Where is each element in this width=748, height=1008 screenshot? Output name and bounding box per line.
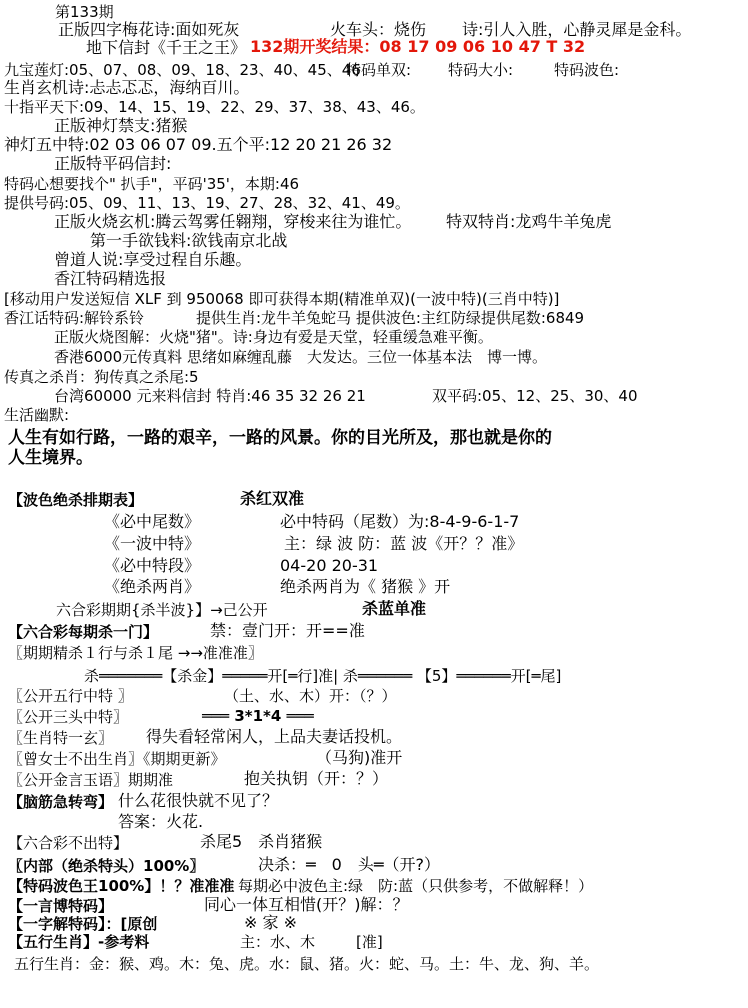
train-head: 火车头：烧伤 <box>330 20 427 39</box>
tsang-saying: 曾道人说:享受过程自乐趣。 <box>54 250 252 269</box>
hk-talk: 香江话特码:解铃系铃 <box>4 309 145 327</box>
internal-kill-label: 〖内部（绝杀特头）100%〗 <box>8 857 205 875</box>
size-label: 特码大小: <box>448 61 514 79</box>
three-heads-value: ═══ 3*1*4 ═══ <box>202 707 314 725</box>
humor-text-1: 人生有如行路，一路的艰辛，一路的风景。你的目光所及，那也就是你的 <box>8 428 552 448</box>
hk-select-title: 香江特码精选报 <box>54 269 167 288</box>
zodiac-mystery-value: 得失看轻常闲人，上品夫妻话投机。 <box>146 727 403 746</box>
wave-label: 《一波中特》 <box>104 534 201 553</box>
fire-mystery: 正版火烧玄机:腾云驾雾任翱翔，穿梭来往为谁忙。 <box>54 212 412 231</box>
ms-tsang-label: 〖曾女士不出生肖〗《期期更新》 <box>8 750 226 768</box>
riddle-answer: 答案：火花. <box>118 812 204 831</box>
one-char-value: ※ 家 ※ <box>244 913 297 932</box>
provided-zodiac: 提供生肖:龙牛羊兔蛇马 提供波色:主红防绿提供尾数:6849 <box>196 309 585 327</box>
secret-seal: 地下信封《千王之王》 <box>86 38 247 57</box>
humor-text-2: 人生境界。 <box>8 448 93 468</box>
golden-words-value: 抱关执钥（开：？） <box>244 769 389 788</box>
riddle-question: 什么花很快就不见了？ <box>118 791 279 810</box>
kill-gold-line: 杀═══════【杀金】═════开[═行]准| 杀══════ 【5】══════开[═尾] <box>84 667 562 685</box>
riddle-label: 【脑筋急转弯】 <box>8 793 114 811</box>
segment-label: 《必中特段》 <box>104 556 201 575</box>
kill-row-tail: 〖期期精杀１行与杀１尾 →→准准准〗 <box>8 644 263 662</box>
kill-red: 杀红双准 <box>240 489 305 508</box>
hk-fax: 香港6000元传真料 思绪如麻缠乱藤 大发达。三位一体基本法 博一博。 <box>54 348 547 366</box>
double-zodiac: 特双特肖:龙鸡牛羊兔虎 <box>446 212 612 231</box>
golden-words-label: 〖公开金言玉语〗期期准 <box>8 771 174 789</box>
issue-number: 第133期 <box>55 3 114 21</box>
fax-kill: 传真之杀肖：狗传真之杀尾:5 <box>4 368 199 386</box>
lotus-numbers: 九宝莲灯:05、07、08、09、18、23、40、45、46 <box>4 61 361 79</box>
plum-poem: 正版四字梅花诗:面如死灰 <box>58 20 240 39</box>
element-zodiac-main: 主：水、木 <box>240 933 316 951</box>
fire-diagram: 正版火烧图解：火烧"猪"。诗:身边有爱是天堂，轻重缓急难平衡。 <box>54 328 493 346</box>
ms-tsang-value: （马狗)准开 <box>316 748 403 767</box>
one-word-label: 【一言博特码】 <box>8 897 114 915</box>
pickpocket-line: 特码心想要找个" 扒手"，平码'35'，本期:46 <box>4 175 300 193</box>
first-hand: 第一手欲钱料:欲钱南京北战 <box>90 231 288 250</box>
sms-promo: [移动用户发送短信 XLF 到 950068 即可获得本期(精准单双)(一波中特)(三肖中特)] <box>4 290 560 308</box>
kill-door-label: 【六合彩每期杀一门】 <box>8 623 159 641</box>
element-zodiac-label: 【五行生肖】-参考料 <box>8 933 150 951</box>
one-char-label: 【一字解特码】：[原创 <box>8 915 158 933</box>
segment-value: 04-20 20-31 <box>280 556 379 575</box>
five-elements-label: 〖公开五行中特 〗 <box>8 687 133 705</box>
humor-label: 生活幽默: <box>4 406 70 424</box>
ten-fingers: 十指平天下:09、14、15、19、22、29、37、38、43、46。 <box>4 98 425 116</box>
color-king-value: 每期必中波色主:绿 防:蓝（只供参考，不做解释！） <box>238 877 594 895</box>
half-wave-label: 六合彩期期{杀半波}】→己公开 <box>56 601 268 619</box>
zodiac-poem: 生肖玄机诗:忐忐忑忑，海纳百川。 <box>4 78 250 97</box>
internal-kill-value: 决杀：═ 0 头═（开?） <box>258 855 440 874</box>
draw-result: 132期开奖结果：08 17 09 06 10 47 T 32 <box>250 37 586 56</box>
double-flat: 双平码:05、12、25、30、40 <box>432 387 638 405</box>
taiwan-envelope: 台湾60000 元来料信封 特肖:46 35 32 26 21 <box>54 387 366 405</box>
odd-even-label: 特码单双: <box>346 61 412 79</box>
provided-numbers: 提供号码:05、09、11、13、19、27、28、32、41、49。 <box>4 194 410 212</box>
color-label: 特码波色: <box>554 61 620 79</box>
wave-value: 主：绿 波 防：蓝 波《开？？准》 <box>284 534 524 553</box>
three-heads-label: 〖公开三头中特〗 <box>8 708 129 726</box>
color-king-label: 【特码波色王100%】！？准准准 <box>8 877 235 895</box>
tail-value: 必中特码（尾数）为:8-4-9-6-1-7 <box>280 512 520 531</box>
kill-blue: 杀蓝单准 <box>362 599 427 618</box>
no-special-value: 杀尾5 杀肖猪猴 <box>200 832 323 851</box>
element-zodiac-list: 五行生肖：金：猴、鸡。木：兔、虎。水：鼠、猪。火：蛇、马。土：牛、龙、狗、羊。 <box>14 955 600 973</box>
tail-label: 《必中尾数》 <box>104 512 201 531</box>
poem-right: 诗:引人入胜，心静灵犀是金科。 <box>462 20 692 39</box>
kill-two-value: 绝杀两肖为《 猪猴 》开 <box>280 577 451 596</box>
special-envelope: 正版特平码信封: <box>54 154 172 173</box>
zodiac-mystery-label: 〖生肖特一玄〗 <box>8 729 114 747</box>
one-word-value: 同心一体互相惜(开？)解：？ <box>204 895 409 914</box>
no-special-label: 【六合彩不出特】 <box>8 834 129 852</box>
five-elements-value: （土、水、木）开：（？） <box>224 687 397 705</box>
element-zodiac-accurate: [准] <box>356 933 383 951</box>
lamp-ban: 正版神灯禁支:猪猴 <box>54 116 188 135</box>
kill-two-label: 《绝杀两肖》 <box>104 577 201 596</box>
lamp-five: 神灯五中特:02 03 06 07 09.五个平:12 20 21 26 32 <box>4 135 393 154</box>
table-title: 【波色绝杀排期表】 <box>8 491 144 509</box>
kill-door-value: 禁：壹门开：开==准 <box>210 621 365 640</box>
